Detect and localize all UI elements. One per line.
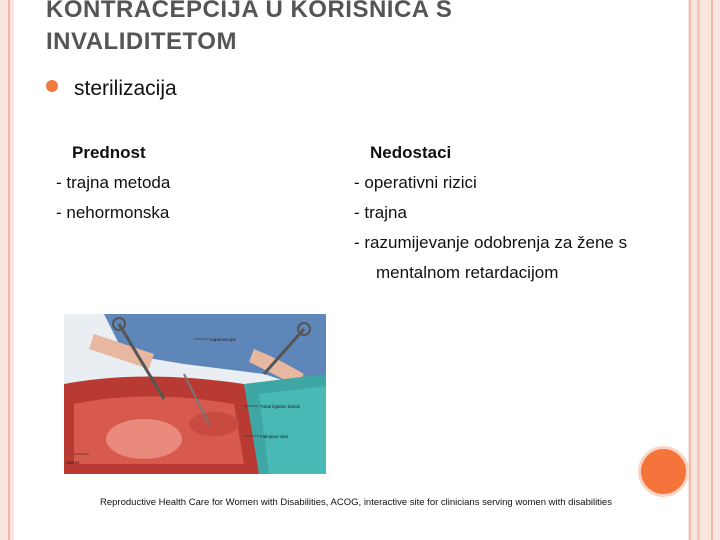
decorative-circle [641,449,686,494]
cons-column [352,138,692,288]
pros-item: - trajna metoda [56,173,171,192]
cons-item: - operativni rizici [354,173,477,192]
slide-left-border [0,0,14,540]
slide-left-border-line [8,0,10,540]
illustration-label: Tubal ligation bands [260,404,301,409]
illustration-label: Uterus [66,460,80,465]
cons-heading: Nedostaci [370,143,452,162]
illustration-label: Fallopian tube [260,434,289,439]
pros-heading: Prednost [72,143,146,162]
slide-right-border [688,0,720,540]
illustration-label: Laparoscope [210,337,237,342]
sterilization-illustration [64,314,326,474]
pros-column [56,138,306,228]
cons-item: mentalnom retardacijom [376,263,559,282]
slide-title [46,0,606,58]
slide-right-border-line [711,0,713,540]
pros-item: - nehormonska [56,203,170,222]
bullet-icon [46,80,58,92]
bullet-text: sterilizacija [74,77,177,100]
image-caption: Reproductive Health Care for Women with Disabilities, ACOG, interactive site for clinicians serving women with disabilities [100,497,612,508]
slide-title-line: INVALIDITETOM [46,28,237,55]
cons-item: - razumijevanje odobrenja za žene s [354,233,628,252]
surgery-illustration-image [64,314,326,474]
cons-item: - trajna [354,203,407,222]
slide-title-line: KONTRACEPCIJA U KORISNICA S [46,0,453,23]
slide-right-border-line [697,0,700,540]
